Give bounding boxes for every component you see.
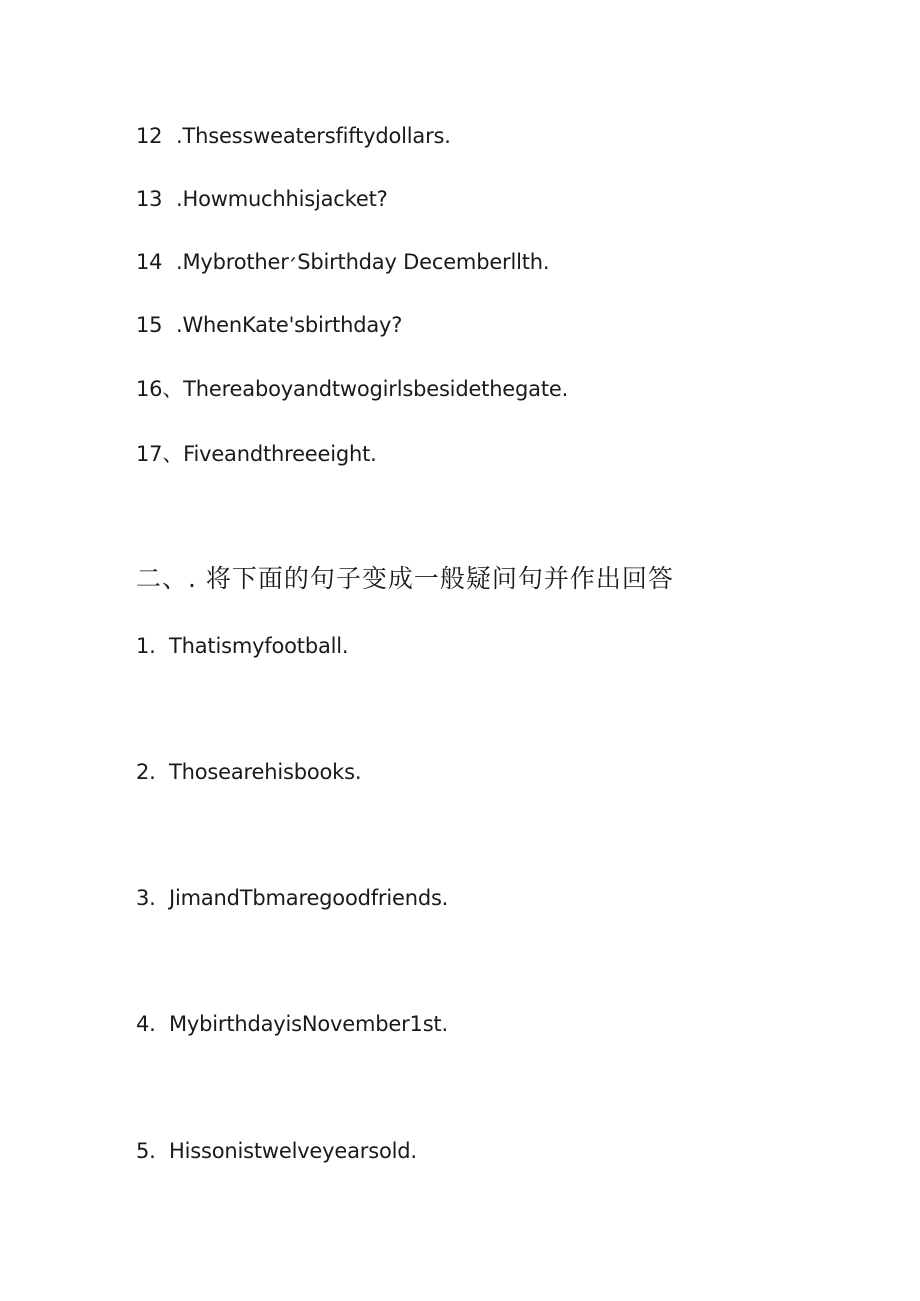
- item-number: 2.: [136, 760, 156, 784]
- item-text: .Howmuchhisjacket?: [176, 187, 388, 211]
- item-number: 12: [136, 124, 163, 148]
- list-item: [136, 311, 402, 339]
- list-item: [136, 122, 451, 150]
- list-item: [136, 1137, 417, 1165]
- list-item: [136, 440, 377, 468]
- item-number: 1.: [136, 634, 156, 658]
- list-item: [136, 1010, 448, 1038]
- list-item: [136, 375, 568, 403]
- list-item: [136, 632, 348, 660]
- item-number: 15: [136, 313, 163, 337]
- list-item: [136, 758, 361, 786]
- item-number: 4.: [136, 1012, 156, 1036]
- item-number: 14: [136, 250, 163, 274]
- list-item: [136, 185, 388, 213]
- item-text: JimandTbmaregoodfriends.: [169, 886, 449, 910]
- item-number: 17、: [136, 442, 184, 466]
- section-heading: 二、. 将下面的句子变成一般疑问句并作出回答: [136, 564, 674, 593]
- item-number: 13: [136, 187, 163, 211]
- item-text: MybirthdayisNovember1st.: [169, 1012, 448, 1036]
- item-text: Thatismyfootball.: [169, 634, 349, 658]
- item-number: 16、: [136, 377, 184, 401]
- item-text: .Thsessweatersfiftydollars.: [176, 124, 451, 148]
- item-text: .WhenKate'sbirthday?: [176, 313, 403, 337]
- item-text: Thereaboyandtwogirlsbesidethegate.: [183, 377, 569, 401]
- item-number: 3.: [136, 886, 156, 910]
- item-text: Fiveandthreeeight.: [183, 442, 377, 466]
- list-item: [136, 248, 549, 276]
- list-item: [136, 884, 448, 912]
- item-text: Thosearehisbooks.: [169, 760, 362, 784]
- item-text: .Mybrother׳Sbirthday Decemberllth.: [176, 250, 550, 274]
- item-text: Hissonistwelveyearsold.: [169, 1139, 417, 1163]
- item-number: 5.: [136, 1139, 156, 1163]
